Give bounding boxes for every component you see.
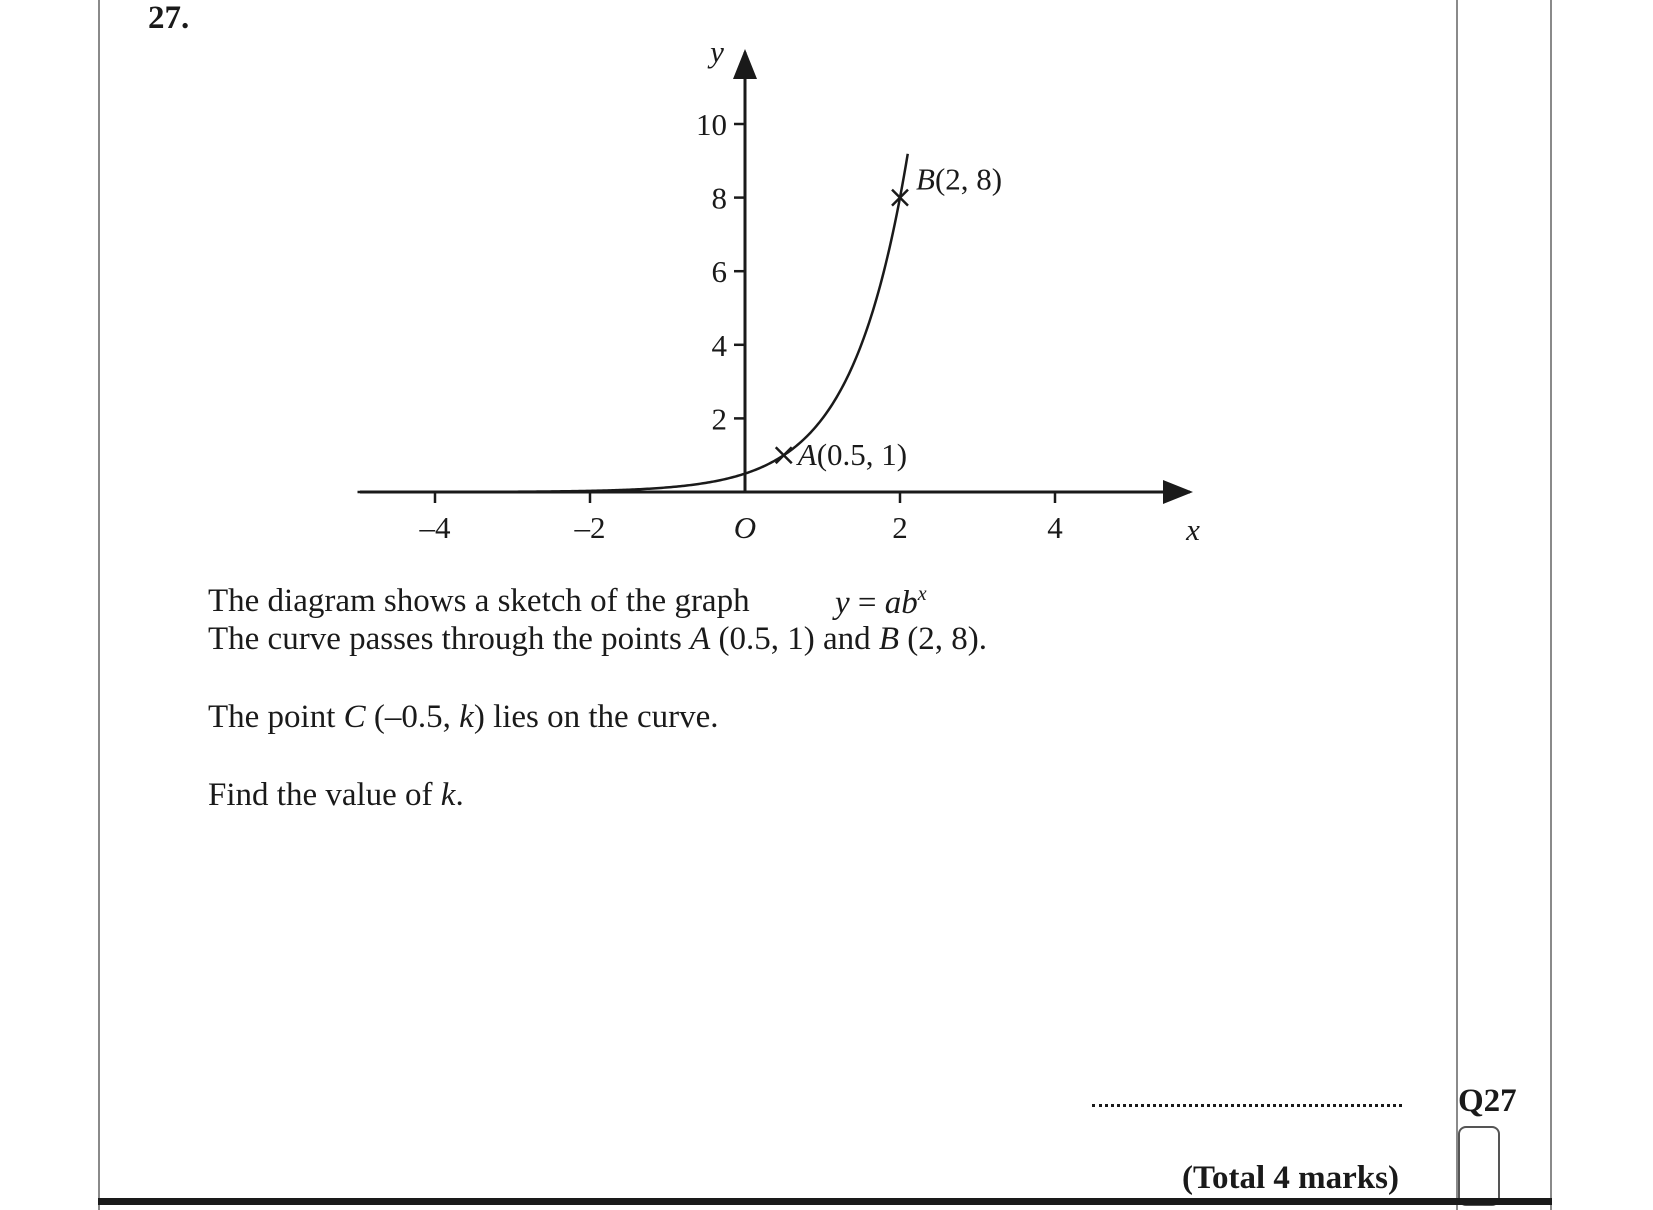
- line1-text: The diagram shows a sketch of the graph: [208, 583, 750, 619]
- x-tick-label: 2: [892, 510, 908, 545]
- answer-line[interactable]: [1092, 1104, 1402, 1107]
- question-number: 27.: [148, 0, 190, 36]
- eq-sign: =: [849, 585, 885, 621]
- line2-part3: (2, 8).: [899, 621, 988, 657]
- y-tick-label: 6: [711, 254, 727, 290]
- exponential-graph: [0, 0, 1653, 560]
- eq-base: ab: [884, 585, 918, 621]
- x-tick-label: –2: [574, 510, 606, 545]
- eq-exponent: x: [917, 583, 927, 605]
- k-variable: k: [459, 699, 474, 735]
- mark-box: [1458, 1126, 1500, 1206]
- line3-part3: ) lies on the curve.: [473, 699, 719, 735]
- origin-label: O: [733, 510, 757, 545]
- question-label: Q27: [1458, 1083, 1517, 1119]
- question-line-1: [208, 583, 750, 620]
- question-line-3: [208, 699, 719, 736]
- equation: [835, 583, 927, 622]
- bottom-rule: [98, 1198, 1552, 1205]
- point-b-label: B(2, 8): [916, 161, 1003, 197]
- line3-part1: The point: [208, 699, 344, 735]
- y-tick-label: 8: [711, 180, 727, 216]
- k-variable-2: k: [440, 777, 456, 813]
- question-line-4: [208, 777, 464, 814]
- total-marks: (Total 4 marks): [1182, 1160, 1399, 1196]
- line3-part2: (–0.5,: [365, 699, 460, 735]
- x-tick-label: 4: [1047, 510, 1063, 545]
- line2-part2: (0.5, 1) and: [710, 621, 879, 657]
- x-tick-label: –4: [419, 510, 451, 545]
- point-c-name: C: [343, 699, 366, 735]
- question-line-2: [208, 621, 987, 658]
- line4-part2: .: [455, 777, 464, 813]
- y-tick-label: 10: [696, 107, 727, 142]
- y-tick-label: 4: [711, 327, 727, 363]
- point-b-name: B: [878, 621, 900, 657]
- eq-lhs: y: [835, 585, 850, 621]
- point-a-marker: [776, 447, 792, 463]
- line4-part1: Find the value of: [208, 777, 441, 813]
- line2-part1: The curve passes through the points: [208, 621, 691, 657]
- point-a-name: A: [690, 621, 711, 657]
- point-a-label: A(0.5, 1): [797, 437, 908, 473]
- y-axis-label: y: [710, 34, 724, 69]
- x-axis-label: x: [1186, 512, 1200, 547]
- y-tick-label: 2: [711, 401, 727, 437]
